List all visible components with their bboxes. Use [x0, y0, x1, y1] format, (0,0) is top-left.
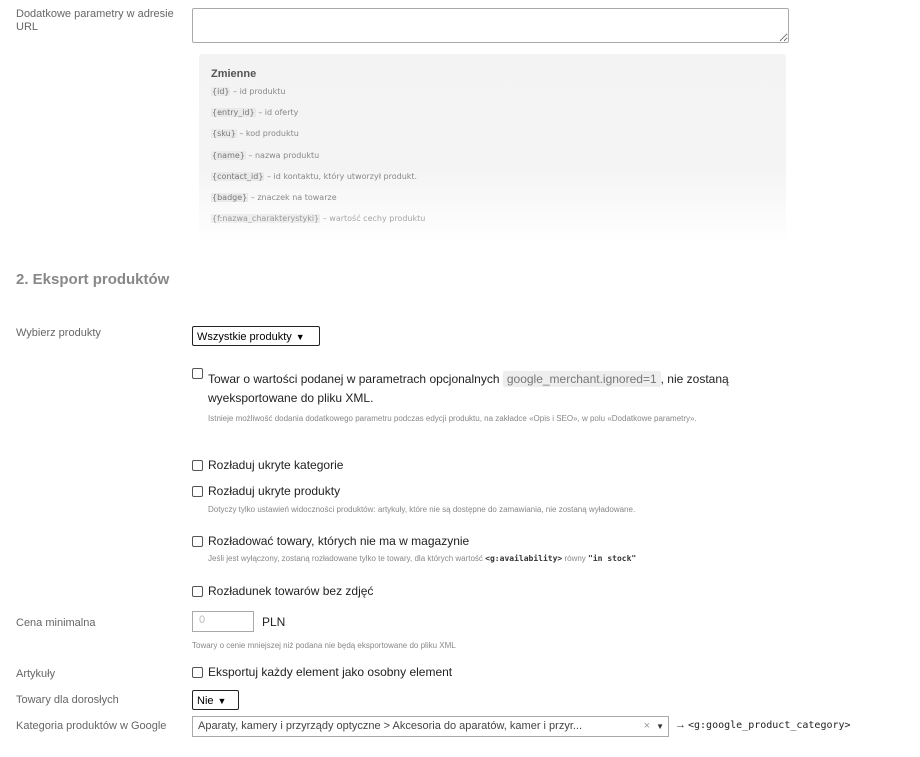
variable-row [211, 108, 298, 117]
ignored-checkbox[interactable] [192, 368, 203, 379]
variable-code: {id} [212, 87, 230, 96]
google-category-select[interactable] [192, 716, 669, 737]
currency-label: PLN [262, 615, 286, 629]
ignored-param: google_merchant.ignored=1 [503, 371, 661, 387]
hidden-products-hint: Dotyczy tylko ustawień widoczności produktów: artykuły, które nie są dostępne do zamawiania, nie zostaną wyładowane. [208, 505, 636, 514]
availability-code: <g:availability> [485, 554, 563, 563]
variable-code: {badge} [212, 193, 248, 202]
clear-icon[interactable]: × [643, 720, 650, 732]
variable-row [211, 172, 417, 181]
min-price-label: Cena minimalna [16, 617, 96, 629]
separate-items-checkbox[interactable] [192, 667, 203, 678]
out-of-stock-hint-mid: równy [564, 554, 586, 563]
out-of-stock-hint-text: Jeśli jest wyłączony, zostaną rozładowane tylko te towary, dla których wartość [208, 554, 483, 563]
separate-items-label: Eksportuj każdy element jako osobny element [208, 665, 453, 679]
ignored-hint: Istnieje możliwość dodania dodatkowego parametru podczas edycji produktu, na zakładce «Opis i SEO», w polu «Dodatkowe parametry». [208, 414, 697, 423]
out-of-stock-hint [208, 553, 828, 564]
adult-select[interactable] [192, 690, 239, 710]
variable-row [211, 129, 299, 138]
url-params-label: Dodatkowe parametry w adresie URL [16, 8, 174, 33]
out-of-stock-checkbox[interactable] [192, 536, 203, 547]
hidden-products-label: Rozładuj ukryte produkty [208, 484, 341, 498]
variable-code: {entry_id} [212, 108, 255, 117]
no-photos-label: Rozładunek towarów bez zdjęć [208, 584, 374, 598]
no-photos-checkbox[interactable] [192, 586, 203, 597]
ignored-text: Towar o wartości podanej w parametrach opcjonalnych [208, 372, 500, 386]
ignored-label [208, 371, 808, 387]
adult-selected: Nie [197, 695, 214, 707]
in-stock-value: "in stock" [588, 554, 637, 563]
hidden-categories-checkbox[interactable] [192, 460, 203, 471]
chevron-down-icon: ▼ [217, 696, 227, 706]
items-label: Artykuły [16, 668, 56, 680]
variables-panel [199, 54, 786, 244]
google-category-tag: <g:google_product_category> [688, 720, 851, 731]
products-label: Wybierz produkty [16, 327, 101, 339]
ignored-label-line2: wyeksportowane do pliku XML. [208, 391, 374, 405]
variable-desc: – znaczek na towarze [250, 193, 337, 202]
variable-desc: – id produktu [233, 87, 286, 96]
google-category-value: Aparaty, kamery i przyrządy optyczne > Akcesoria do aparatów, kamer i przyr... [198, 720, 583, 732]
hidden-products-checkbox[interactable] [192, 486, 203, 497]
variable-desc: – kod produktu [239, 129, 299, 138]
variable-code: {contact_id} [212, 172, 264, 181]
min-price-hint: Towary o cenie mniejszej niż podana nie będą eksportowane do pliku XML [192, 641, 456, 650]
variable-row [211, 214, 425, 223]
chevron-down-icon[interactable]: ▼ [656, 722, 664, 731]
variable-desc: – id kontaktu, który utworzył produkt. [266, 172, 418, 181]
out-of-stock-label: Rozładować towary, których nie ma w magazynie [208, 534, 470, 548]
hidden-categories-label: Rozładuj ukryte kategorie [208, 458, 344, 472]
adult-label: Towary dla dorosłych [16, 694, 119, 706]
variable-desc: – nazwa produktu [248, 151, 320, 160]
variable-row [211, 193, 337, 202]
url-params-textarea[interactable] [192, 8, 789, 43]
variable-code: {sku} [212, 129, 236, 138]
ignored-text-after: , nie zostaną [660, 372, 729, 386]
chevron-down-icon: ▼ [295, 332, 305, 342]
variable-row [211, 87, 286, 96]
variables-title: Zmienne [211, 68, 257, 80]
variable-desc: – wartość cechy produktu [322, 214, 426, 223]
variable-row [211, 151, 319, 160]
min-price-input[interactable]: 0 [192, 611, 254, 632]
google-category-label: Kategoria produktów w Google [16, 720, 167, 732]
variable-code: {f:nazwa_charakterystyki} [212, 214, 320, 223]
products-select[interactable] [192, 326, 320, 346]
section-title: 2. Eksport produktów [16, 271, 170, 288]
variable-desc: – id oferty [258, 108, 299, 117]
products-selected: Wszystkie produkty [197, 331, 292, 343]
variable-code: {name} [212, 151, 245, 160]
arrow-icon: → [675, 719, 686, 731]
